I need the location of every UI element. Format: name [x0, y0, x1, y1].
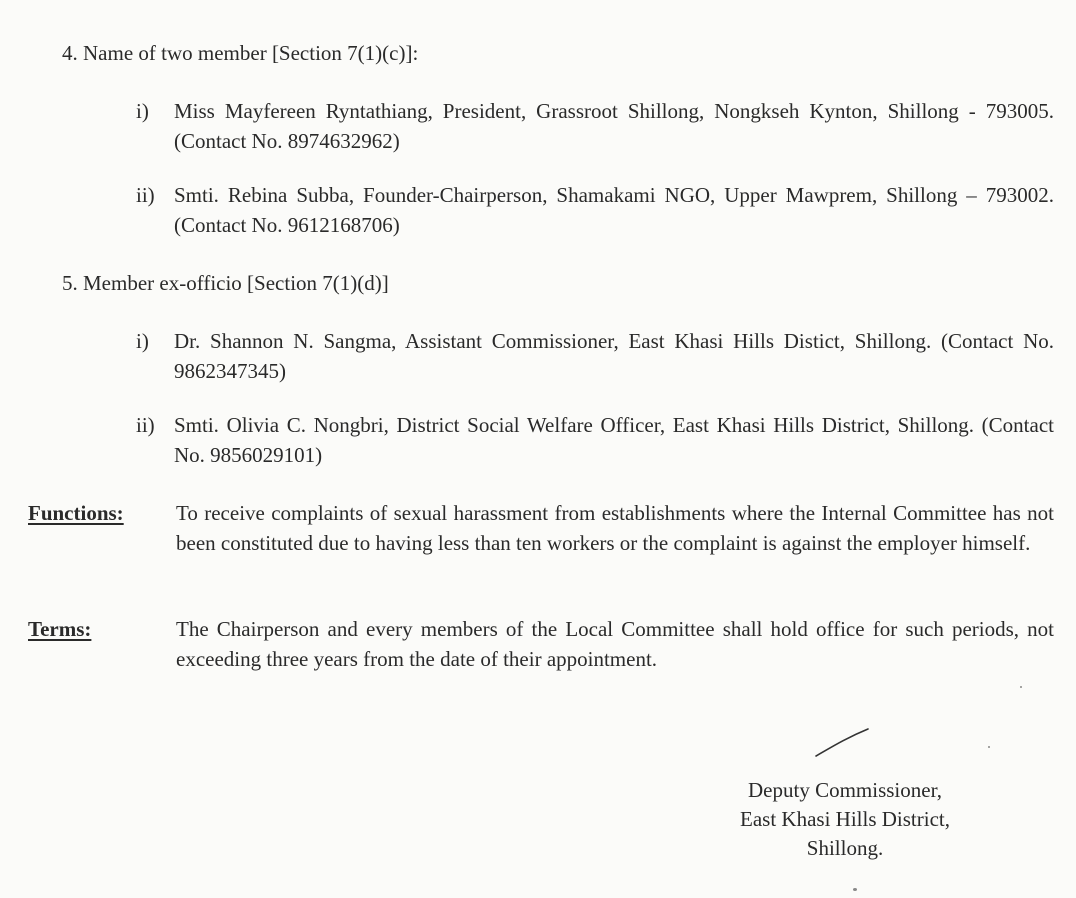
item-number: i) — [136, 329, 149, 353]
signature-mark — [812, 726, 872, 760]
section-4-heading: 4. Name of two member [Section 7(1)(c)]: — [62, 41, 419, 65]
scan-speck — [1020, 686, 1022, 688]
terms-text: The Chairperson and every members of the Local Committee shall hold office for such periods, not exceeding three years from the date of their appointment. — [176, 617, 1054, 671]
signatory-district: East Khasi Hills District, — [740, 807, 950, 831]
section-5-item-1 — [136, 326, 1054, 386]
section-4-item-2 — [136, 180, 1054, 240]
section-5-item-2 — [136, 410, 1054, 470]
signatory-block — [700, 776, 990, 863]
functions-row — [28, 498, 1054, 558]
item-number: ii) — [136, 413, 155, 437]
signatory-place: Shillong. — [806, 836, 884, 860]
scan-speck — [988, 746, 990, 748]
terms-label: Terms: — [28, 617, 92, 641]
item-text: Smti. Rebina Subba, Founder-Chairperson, Shamakami NGO, Upper Mawprem, Shillong – 793002. (Contact No. 9612168706) — [174, 183, 1054, 237]
section-5-heading: 5. Member ex-officio [Section 7(1)(d)] — [62, 271, 389, 295]
terms-row — [28, 614, 1054, 674]
signatory-title: Deputy Commissioner, — [748, 778, 942, 802]
section-4-item-1 — [136, 96, 1054, 156]
functions-label: Functions: — [28, 501, 124, 525]
item-number: ii) — [136, 183, 155, 207]
item-text: Smti. Olivia C. Nongbri, District Social Welfare Officer, East Khasi Hills District, Shillong. (Contact No. 9856029101) — [174, 413, 1054, 467]
item-text: Dr. Shannon N. Sangma, Assistant Commissioner, East Khasi Hills Distict, Shillong. (Contact No. 9862347345) — [174, 329, 1054, 383]
item-number: i) — [136, 99, 149, 123]
item-text: Miss Mayfereen Ryntathiang, President, Grassroot Shillong, Nongkseh Kynton, Shillong - 793005. (Contact No. 8974632962) — [174, 99, 1054, 153]
scan-speck — [853, 888, 857, 891]
functions-text: To receive complaints of sexual harassment from establishments where the Internal Committee has not been constituted due to having less than ten workers or the complaint is against the employer himself. — [176, 501, 1054, 555]
